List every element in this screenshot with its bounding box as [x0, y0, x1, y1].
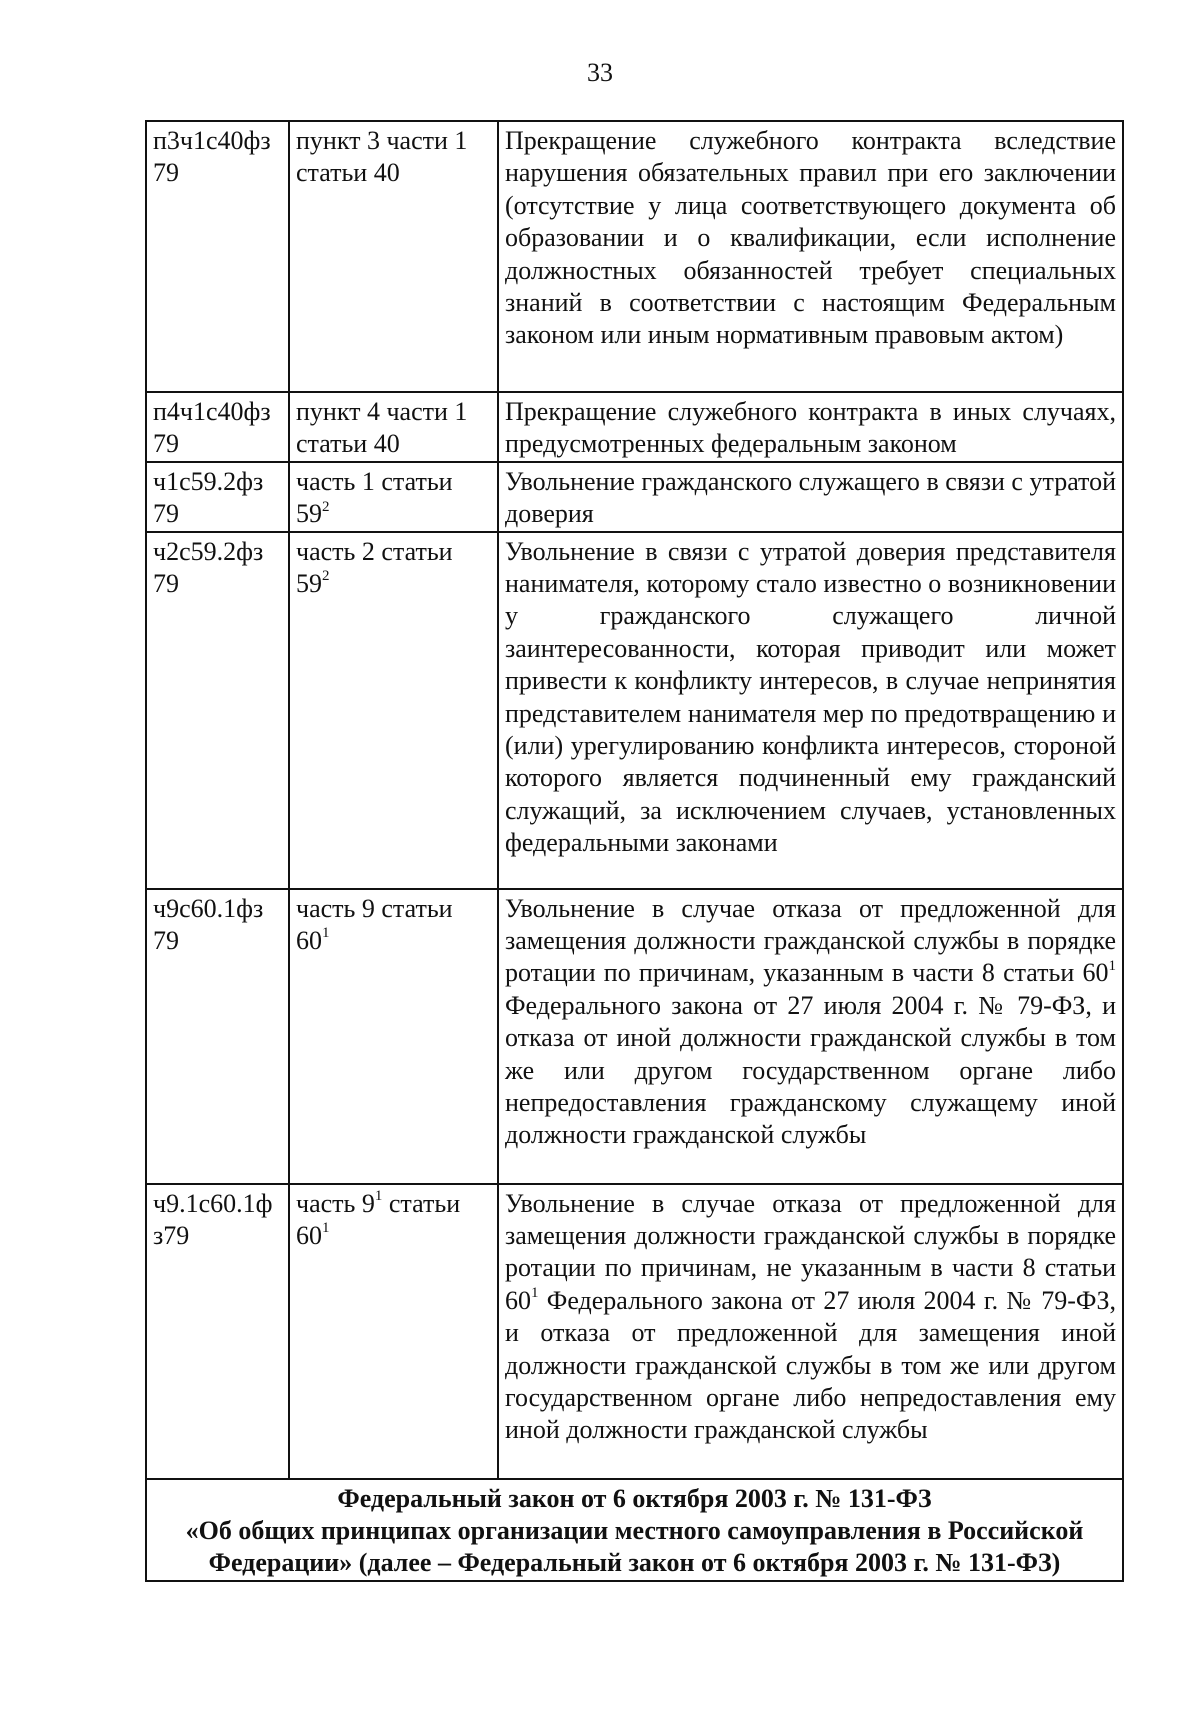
article-superscript: 1	[322, 1220, 330, 1237]
page-number: 33	[587, 58, 613, 87]
code-cell: ч9.1с60.1ф з79	[146, 1184, 289, 1479]
table-row	[146, 1184, 1123, 1479]
article-superscript: 2	[322, 498, 330, 515]
section-heading-row	[146, 1479, 1123, 1581]
article-cell	[289, 1184, 498, 1479]
article-cell	[289, 532, 498, 889]
code-cell: ч1с59.2фз 79	[146, 462, 289, 532]
description-cell: Увольнение гражданского служащего в связи с утратой доверия	[498, 462, 1123, 532]
table-row	[146, 462, 1123, 532]
article-text: статьи 60	[296, 1188, 461, 1251]
article-cell: пункт 3 части 1 статьи 40	[289, 121, 498, 392]
description-cell: Прекращение служебного контракта вследствие нарушения обязательных правил при его заключении (отсутствие у лица соответствующего документа об образовании и о квалификации, если исполнение должностных обязанностей требует специальных знаний в соответствии с настоящим Федеральным законом или иным нормативным правовым актом)	[498, 121, 1123, 392]
table-row	[146, 532, 1123, 889]
description-text: Федерального закона от 27 июля 2004 г. № 79-ФЗ, и отказа от иной должности гражданской службы в том же или другом государственном органе либо непредоставления гражданскому служащему иной должности гражданской службы	[505, 990, 1116, 1150]
article-cell: пункт 4 части 1 статьи 40	[289, 392, 498, 462]
section-heading-line: Федерации» (далее – Федеральный закон от 6 октября 2003 г. № 131-ФЗ)	[208, 1548, 1061, 1578]
description-cell	[498, 889, 1123, 1184]
description-cell: Прекращение служебного контракта в иных случаях, предусмотренных федеральным законом	[498, 392, 1123, 462]
section-heading-line: Федеральный закон от 6 октября 2003 г. № 131-ФЗ	[337, 1483, 932, 1513]
article-superscript: 2	[322, 568, 330, 585]
code-cell: п4ч1с40фз 79	[146, 392, 289, 462]
article-cell	[289, 462, 498, 532]
article-superscript: 1	[374, 1187, 383, 1204]
article-cell	[289, 889, 498, 1184]
description-text: Федерального закона от 27 июля 2004 г. № 79-ФЗ, и отказа от предложенной для замещения иной должности гражданской службы в том же или другом государственном органе либо непредоставления ему иной должности гражданской службы	[505, 1285, 1116, 1445]
description-cell: Увольнение в связи с утратой доверия представителя нанимателя, которому стало известно о возникновении у гражданского служащего личной заинтересованности, которая приводит или может привести к конфликту интересов, в случае непринятия представителем нанимателя мер по предотвращению и (или) урегулированию конфликта интересов, стороной которого является подчиненный ему гражданский служащий, за исключением случаев, установленных федеральными законами	[498, 532, 1123, 889]
article-text: часть 1 статьи 59	[296, 466, 453, 529]
article-superscript: 1	[322, 925, 330, 942]
description-text: Увольнение в случае отказа от предложенной для замещения должности гражданской службы в порядке ротации по причинам, не указанным в части 8 статьи 60	[505, 1188, 1116, 1315]
section-heading-line: «Об общих принципах организации местного самоуправления в Российской	[185, 1516, 1084, 1546]
description-superscript: 1	[1108, 957, 1116, 974]
description-superscript: 1	[531, 1285, 539, 1302]
code-cell: ч9с60.1фз 79	[146, 889, 289, 1184]
codes-table	[145, 120, 1124, 1582]
section-heading	[146, 1479, 1123, 1581]
table-row	[146, 889, 1123, 1184]
article-text: часть 2 статьи 59	[296, 536, 453, 599]
description-text: Увольнение в случае отказа от предложенной для замещения должности гражданской службы в порядке ротации по причинам, указанным в части 8 статьи 60	[505, 893, 1116, 988]
article-text: часть 9	[296, 1188, 375, 1218]
description-cell	[498, 1184, 1123, 1479]
article-text: часть 9 статьи 60	[296, 893, 453, 956]
table-row	[146, 121, 1123, 392]
code-cell: ч2с59.2фз 79	[146, 532, 289, 889]
table-row	[146, 392, 1123, 462]
code-cell: п3ч1с40фз 79	[146, 121, 289, 392]
